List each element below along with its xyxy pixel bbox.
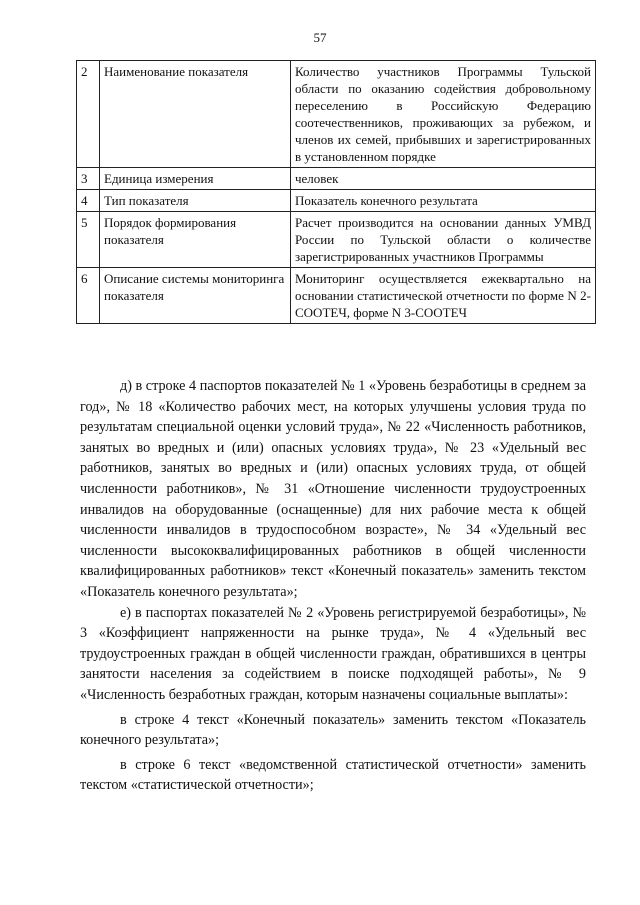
row-label: Единица измерения	[100, 168, 291, 190]
table-row	[77, 168, 596, 190]
row-number: 5	[77, 212, 100, 268]
paragraph-e-item-1: в строке 4 текст «Конечный показатель» заменить текстом «Показатель конечного результата»;	[80, 711, 586, 749]
table-row	[77, 268, 596, 324]
row-label: Описание системы мониторинга показателя	[100, 268, 291, 324]
row-number: 6	[77, 268, 100, 324]
row-label: Порядок формирования показателя	[100, 212, 291, 268]
amendment-text	[80, 376, 586, 796]
table-row	[77, 212, 596, 268]
paragraph-e: е) в паспортах показателей № 2 «Уровень регистрируемой безработицы», № 3 «Коэффициент напряженности на рынке труда», № 4 «Удельный вес трудоустроенных граждан в общей численности граждан, обратившихся в центры занятости населения за содействием в поиске подходящей работы», № 9 «Численность безработных граждан, которым назначены социальные выплаты»:	[80, 604, 586, 703]
row-label: Тип показателя	[100, 190, 291, 212]
row-number: 3	[77, 168, 100, 190]
row-value: Мониторинг осуществляется ежеквартально на основании статистической отчетности по форме N 2-СООТЕЧ, форме N 3-СООТЕЧ	[291, 268, 596, 324]
indicator-passport-table	[76, 60, 596, 324]
row-value: Количество участников Программы Тульской области по оказанию содействия добровольному переселению в Российскую Федерацию соотечественников, проживающих за рубежом, и членов их семей, прибывших и зарегистрированных в установленном порядке	[291, 61, 596, 168]
row-value: человек	[291, 168, 596, 190]
row-value: Показатель конечного результата	[291, 190, 596, 212]
row-number: 4	[77, 190, 100, 212]
row-label: Наименование показателя	[100, 61, 291, 168]
row-number: 2	[77, 61, 100, 168]
paragraph-e-item-2: в строке 6 текст «ведомственной статистической отчетности» заменить текстом «статистической отчетности»;	[80, 756, 586, 794]
row-value: Расчет производится на основании данных УМВД России по Тульской области о количестве зарегистрированных участников Программы	[291, 212, 596, 268]
paragraph-d: д) в строке 4 паспортов показателей № 1 «Уровень безработицы в среднем за год», № 18 «Количество рабочих мест, на которых улучшены условия труда по результатам специальной оценки условий труда», № 22 «Численность работников, занятых во вредных и (или) опасных условиях труда», № 23 «Удельный вес работников, занятых во вредных и (или) опасных условиях труда, от общей численности работников», № 31 «Отношение численности трудоустроенных инвалидов на оборудованные (оснащенные) для них рабочие места к общей численности инвалидов в трудоспособном возрасте», № 34 «Удельный вес численности высококвалифицированных работников в общей численности квалифицированных работников» текст «Конечный показатель» заменить текстом «Показатель конечного результата»;	[80, 378, 586, 600]
table-row	[77, 190, 596, 212]
page-number: 57	[313, 30, 327, 45]
table-row	[77, 61, 596, 168]
